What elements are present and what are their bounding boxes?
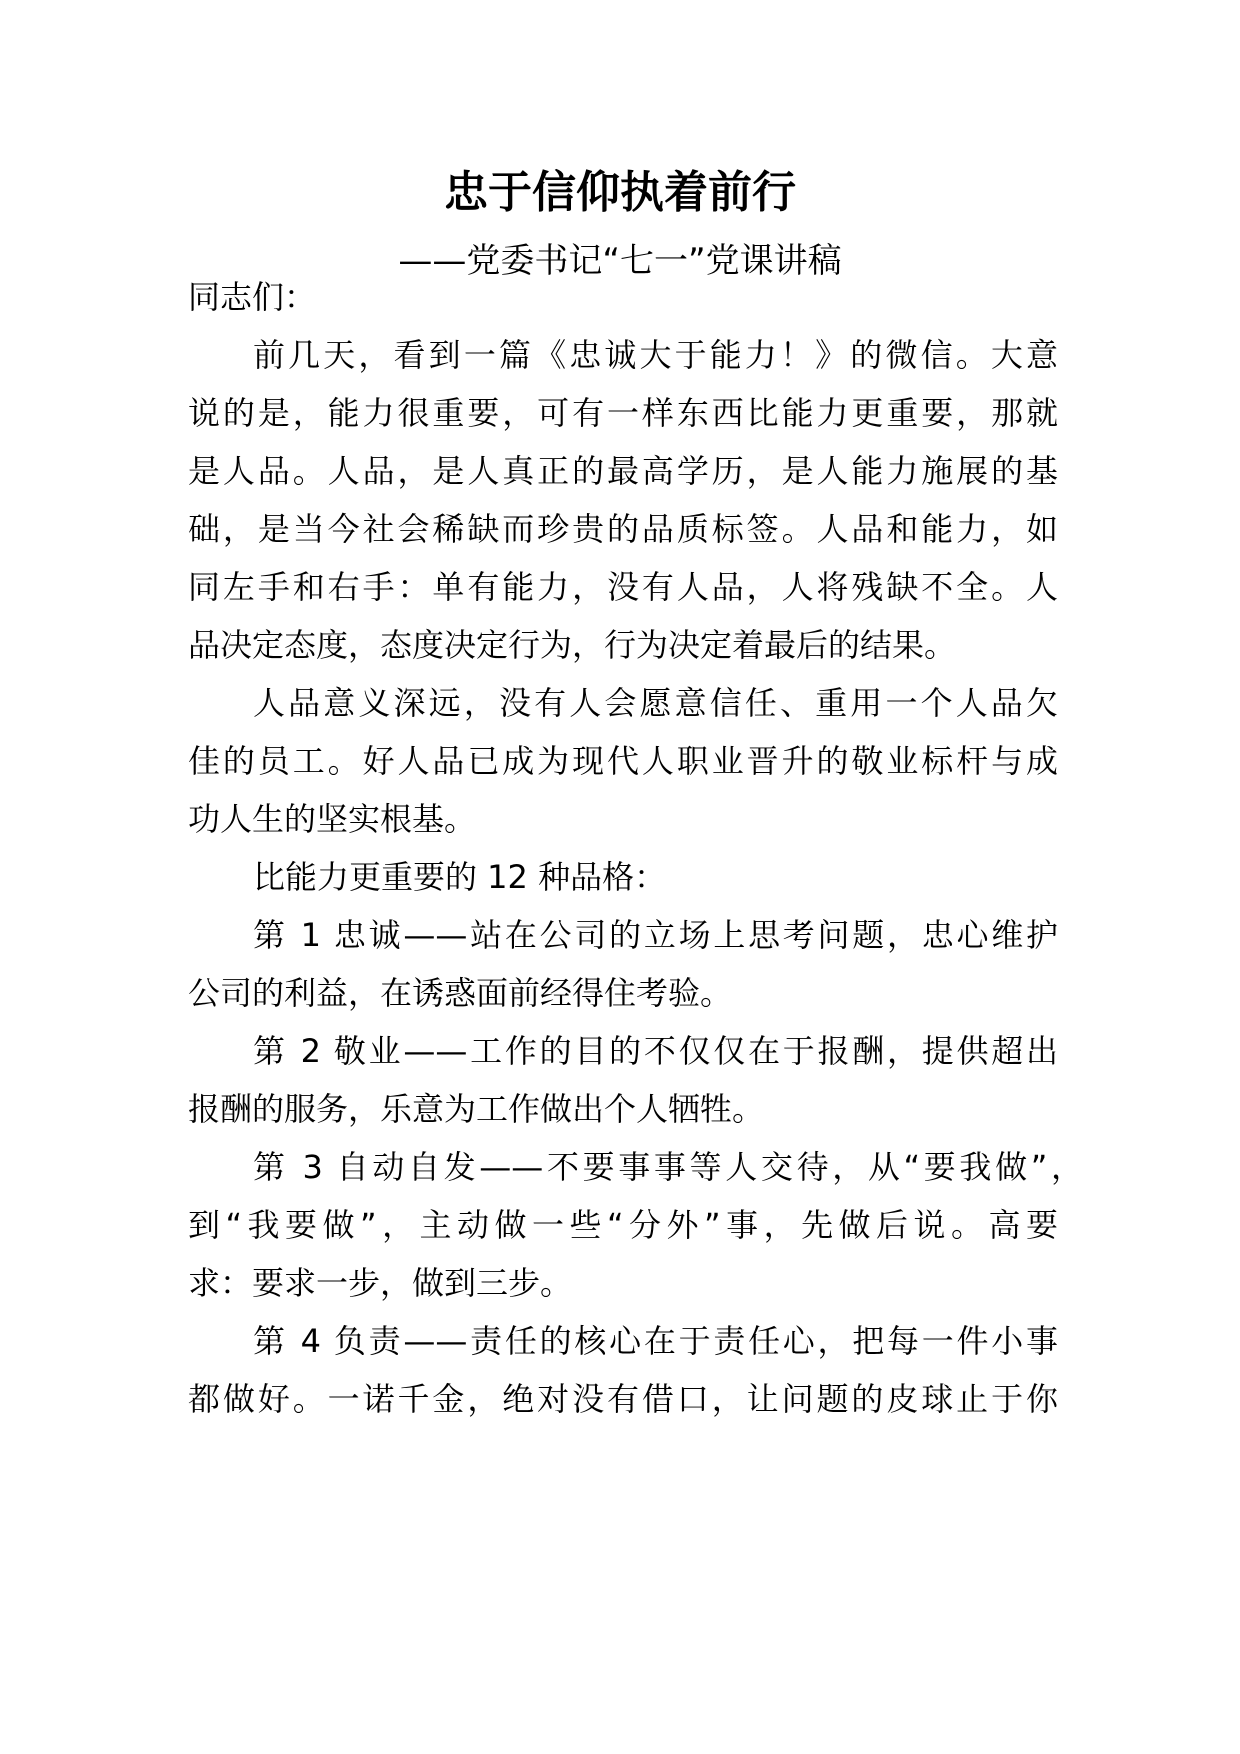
body-line: 报酬的服务，乐意为工作做出个人牺牲。 — [188, 1090, 765, 1128]
body-line: 第 2 敬业——工作的目的不仅仅在于报酬，提供超出 — [253, 1032, 1058, 1070]
document-subtitle: ——党委书记“七一”党课讲稿 — [398, 241, 842, 281]
body-line: 说的是，能力很重要，可有一样东西比能力更重要，那就 — [188, 394, 1058, 432]
body-line: 第 4 负责——责任的核心在于责任心，把每一件小事 — [253, 1322, 1058, 1360]
body-line: 品决定态度，态度决定行为，行为决定着最后的结果。 — [188, 626, 957, 664]
body-line: 佳的员工。好人品已成为现代人职业晋升的敬业标杆与成 — [188, 742, 1058, 780]
document-title: 忠于信仰执着前行 — [444, 167, 796, 218]
body-line: 求：要求一步，做到三步。 — [188, 1264, 573, 1302]
body-line: 都做好。一诺千金，绝对没有借口，让问题的皮球止于你 — [188, 1380, 1058, 1418]
body-line: 人品意义深远，没有人会愿意信任、重用一个人品欠 — [253, 684, 1058, 722]
body-line: 功人生的坚实根基。 — [188, 800, 477, 838]
body-line: 础，是当今社会稀缺而珍贵的品质标签。人品和能力，如 — [188, 510, 1058, 548]
body-line: 比能力更重要的 12 种品格： — [253, 858, 667, 896]
body-line: 到“我要做”，主动做一些“分外”事，先做后说。高要 — [188, 1206, 1058, 1244]
salutation-line: 同志们： — [188, 278, 317, 316]
body-line: 第 3 自动自发——不要事事等人交待，从“要我做”， — [253, 1148, 1083, 1186]
body-line: 公司的利益，在诱惑面前经得住考验。 — [188, 974, 733, 1012]
body-line: 前几天，看到一篇《忠诚大于能力！》的微信。大意 — [253, 336, 1058, 374]
body-line: 同左手和右手：单有能力，没有人品，人将残缺不全。人 — [188, 568, 1058, 606]
body-line: 第 1 忠诚——站在公司的立场上思考问题，忠心维护 — [253, 916, 1058, 954]
body-line: 是人品。人品，是人真正的最高学历，是人能力施展的基 — [188, 452, 1058, 490]
